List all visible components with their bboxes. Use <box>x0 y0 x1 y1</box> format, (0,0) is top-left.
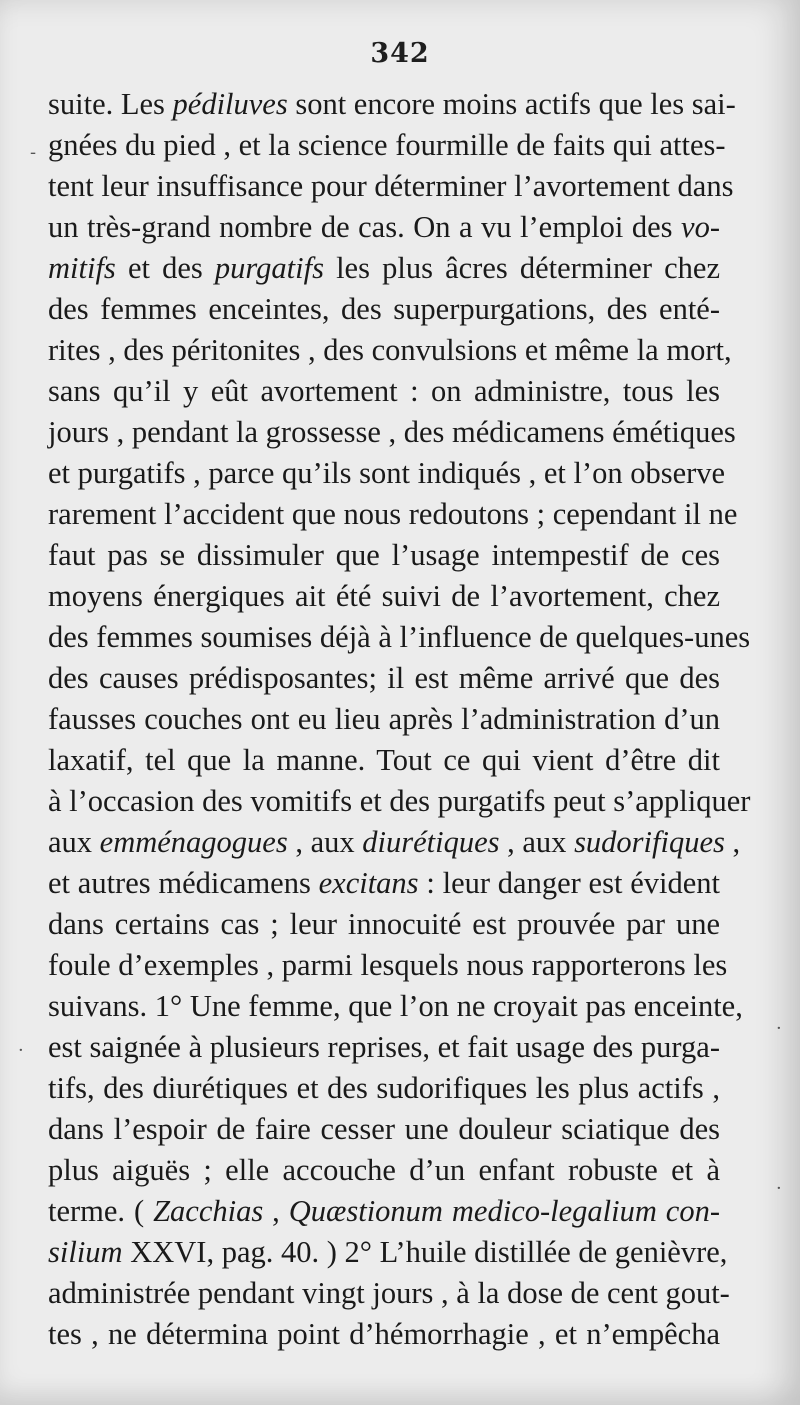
italic-text: purgatifs <box>214 251 324 285</box>
text-segment: un très-grand nombre de cas. On a vu l’emploi des <box>48 210 682 244</box>
text-segment: suite. Les <box>48 87 173 121</box>
text-segment: et purgatifs , parce qu’ils sont indiqués , et l’on observe <box>48 456 726 490</box>
text-line <box>48 945 728 986</box>
text-segment: dans l’espoir de faire cesser une douleur sciatique des <box>48 1112 720 1146</box>
text-segment: , <box>263 1194 289 1228</box>
italic-text: vo- <box>681 210 720 244</box>
italic-text: Quæstionum medico-legalium con- <box>288 1194 721 1228</box>
text-line <box>48 207 720 248</box>
text-segment: tes , ne détermina point d’hémorrhagie , et n’empêcha <box>48 1317 720 1351</box>
text-segment: moyens énergiques ait été suivi de l’avortement, chez <box>48 579 720 613</box>
text-segment: suivans. 1° Une femme, que l’on ne croyait pas enceinte, <box>48 989 743 1023</box>
text-line <box>48 576 720 617</box>
text-segment: et des <box>115 251 215 285</box>
text-line <box>48 1068 720 1109</box>
text-segment: tifs, des diurétiques et des sudorifiques les plus actifs , <box>48 1071 720 1105</box>
margin-mark: · <box>776 1178 782 1199</box>
italic-text: emménagogues <box>99 825 288 859</box>
text-segment: est saignée à plusieurs reprises, et fait usage des purga- <box>48 1030 720 1064</box>
text-line <box>48 1273 730 1314</box>
italic-text: mitifs <box>48 251 116 285</box>
text-line <box>48 1314 720 1355</box>
text-segment: plus aiguës ; elle accouche d’un enfant robuste et à <box>48 1153 720 1187</box>
text-line <box>48 166 734 207</box>
text-line <box>48 412 736 453</box>
text-segment: faut pas se dissimuler que l’usage intempestif de ces <box>48 538 720 572</box>
text-segment: rites , des péritonites , des convulsions et même la mort, <box>48 333 732 367</box>
text-line <box>48 1109 720 1150</box>
text-line <box>48 1150 720 1191</box>
italic-text: pédiluves <box>172 87 288 121</box>
text-line <box>48 1191 720 1232</box>
text-segment: des femmes soumises déjà à l’influence de quelques-unes <box>48 620 751 654</box>
text-line <box>48 740 720 781</box>
text-segment: XXVI, pag. 40. ) 2° L’huile distillée de genièvre, <box>122 1235 728 1269</box>
margin-mark: - <box>30 142 37 163</box>
text-segment: rarement l’accident que nous redoutons ; cependant il ne <box>48 497 738 531</box>
text-line <box>48 453 726 494</box>
margin-mark: · <box>18 1040 24 1061</box>
text-segment: tent leur insuffisance pour déterminer l’avortement dans <box>48 169 734 203</box>
text-line <box>48 904 720 945</box>
text-line <box>48 781 751 822</box>
text-line <box>48 494 738 535</box>
italic-text: silium <box>48 1235 123 1269</box>
text-segment: et autres médicamens <box>48 866 319 900</box>
italic-text: excitans <box>318 866 419 900</box>
text-line <box>48 371 720 412</box>
text-segment: sont encore moins actifs que les sai- <box>287 87 736 121</box>
margin-mark: · <box>776 1018 782 1039</box>
text-line <box>48 330 732 371</box>
text-segment: des causes prédisposantes; il est même arrivé que des <box>48 661 720 695</box>
text-line <box>48 617 751 658</box>
text-line <box>48 289 720 330</box>
text-segment: jours , pendant la grossesse , des médicamens émétiques <box>48 415 736 449</box>
italic-text: Zacchias <box>153 1194 264 1228</box>
text-line <box>48 1027 720 1068</box>
text-line <box>48 1232 728 1273</box>
text-segment: gnées du pied , et la science fourmille de faits qui attes- <box>48 128 726 162</box>
text-segment: terme. ( <box>48 1194 154 1228</box>
text-segment: aux <box>48 825 100 859</box>
text-segment: sans qu’il y eût avortement : on administre, tous les <box>48 374 720 408</box>
text-line <box>48 658 720 699</box>
text-segment: , <box>724 825 741 859</box>
page-number: 342 <box>370 38 430 69</box>
text-line <box>48 986 743 1027</box>
italic-text: sudorifiques <box>574 825 725 859</box>
text-segment: foule d’exemples , parmi lesquels nous rapporterons les <box>48 948 728 982</box>
text-segment: , aux <box>499 825 575 859</box>
text-segment: les plus âcres déterminer chez <box>323 251 720 285</box>
italic-text: diurétiques <box>362 825 500 859</box>
text-segment: : leur danger est évident <box>418 866 720 900</box>
body-text <box>48 84 751 1355</box>
text-line <box>48 822 741 863</box>
text-line <box>48 535 720 576</box>
text-line <box>48 125 726 166</box>
text-segment: à l’occasion des vomitifs et des purgatifs peut s’appliquer <box>48 784 751 818</box>
text-segment: , aux <box>287 825 363 859</box>
text-line <box>48 84 736 125</box>
text-line <box>48 248 720 289</box>
text-segment: dans certains cas ; leur innocuité est prouvée par une <box>48 907 720 941</box>
text-segment: administrée pendant vingt jours , à la dose de cent gout- <box>48 1276 730 1310</box>
text-segment: fausses couches ont eu lieu après l’administration d’un <box>48 702 720 736</box>
text-line <box>48 699 720 740</box>
text-segment: laxatif, tel que la manne. Tout ce qui vient d’être dit <box>48 743 720 777</box>
text-line <box>48 863 720 904</box>
text-segment: des femmes enceintes, des superpurgations, des enté- <box>48 292 720 326</box>
